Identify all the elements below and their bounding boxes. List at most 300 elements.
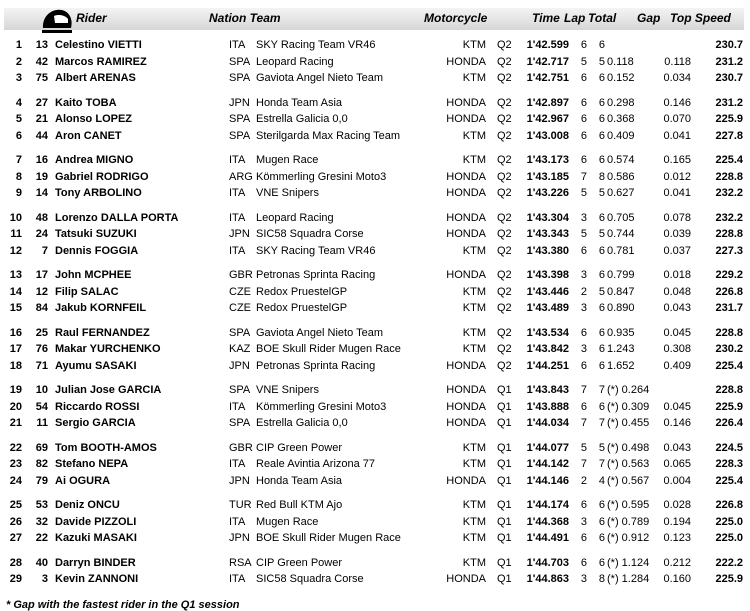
rider-last-name: RAMIREZ [96, 55, 147, 68]
cell-team: Mugen Race [256, 154, 319, 166]
cell-pos: 21 [9, 417, 22, 429]
cell-total: 6 [598, 39, 605, 51]
header-time: Time [532, 11, 560, 25]
cell-num: 3 [41, 573, 48, 585]
cell-speed: 225.0 [715, 515, 743, 528]
rider-first-name: Dennis [55, 244, 92, 257]
rider-first-name: Gabriel [55, 170, 93, 183]
cell-lap: 2 [580, 474, 587, 487]
table-row [0, 96, 750, 111]
rider-first-name: Julian Jose [55, 384, 115, 396]
cell-gap2: 0.308 [663, 343, 691, 355]
cell-pos: 4 [15, 96, 22, 109]
cell-speed: 229.2 [715, 269, 743, 281]
rider-name [55, 112, 132, 127]
cell-speed: 228.8 [715, 326, 743, 339]
cell-num: 25 [35, 326, 48, 339]
cell-lap: 7 [580, 170, 587, 183]
table-row [0, 498, 750, 513]
cell-gap2: 0.034 [663, 72, 691, 84]
header-top-speed: Top Speed [670, 11, 731, 25]
cell-pos: 12 [9, 244, 22, 257]
table-row [0, 38, 750, 53]
rider-last-name: DALLA PORTA [100, 211, 179, 224]
cell-team: Redox PruestelGP [256, 302, 348, 314]
cell-q: Q2 [497, 39, 512, 51]
cell-num: 14 [35, 187, 48, 199]
cell-lap: 5 [580, 55, 587, 68]
cell-time: 1'43.173 [526, 154, 569, 166]
rider-last-name: SUZUKI [95, 228, 137, 240]
rider-last-name: GARCIA [92, 417, 136, 429]
cell-lap: 7 [580, 384, 587, 396]
rider-first-name: Darryn [55, 556, 91, 569]
cell-team: CIP Green Power [256, 556, 343, 569]
cell-speed: 226.4 [715, 417, 743, 429]
cell-time: 1'43.489 [526, 302, 569, 314]
cell-total: 6 [598, 359, 605, 372]
table-row [0, 326, 750, 341]
header-band [4, 8, 744, 30]
cell-moto: HONDA [446, 400, 486, 413]
table-row [0, 572, 750, 587]
cell-gap1: 0.744 [607, 228, 635, 240]
rider-last-name: OGURA [69, 474, 111, 487]
cell-q: Q2 [497, 244, 512, 257]
table-row [0, 342, 750, 357]
rider-first-name: Ai [55, 474, 66, 487]
cell-time: 1'43.008 [526, 129, 569, 142]
cell-team: Gaviota Angel Nieto Team [256, 72, 383, 84]
cell-speed: 228.8 [715, 170, 743, 183]
cell-speed: 231.2 [715, 55, 743, 68]
cell-nat: SPA [229, 384, 251, 396]
cell-moto: HONDA [446, 211, 486, 224]
table-row [0, 359, 750, 374]
cell-lap: 6 [580, 96, 587, 109]
cell-lap: 6 [580, 72, 587, 84]
cell-time: 1'42.967 [526, 113, 569, 125]
rider-first-name: Jakub [55, 302, 87, 314]
cell-time: 1'44.077 [526, 441, 569, 454]
cell-pos: 22 [9, 441, 22, 454]
cell-num: 42 [35, 55, 48, 68]
cell-q: Q1 [497, 441, 512, 454]
cell-gap2: 0.037 [663, 244, 691, 257]
cell-team: Petronas Sprinta Racing [256, 269, 376, 281]
cell-nat: JPN [229, 228, 250, 240]
cell-speed: 226.8 [715, 499, 743, 511]
cell-lap: 5 [580, 187, 587, 199]
cell-total: 6 [598, 326, 605, 339]
cell-time: 1'43.304 [526, 211, 569, 224]
cell-nat: GBR [229, 441, 253, 454]
cell-speed: 228.8 [715, 228, 743, 240]
cell-gap2: 0.043 [663, 302, 691, 314]
cell-gap1: 0.627 [607, 187, 635, 199]
cell-team: Leopard Racing [256, 55, 334, 68]
rider-first-name: Ayumu [55, 359, 92, 372]
table-row [0, 227, 750, 242]
cell-nat: ITA [229, 515, 246, 528]
cell-pos: 13 [9, 269, 22, 281]
cell-speed: 231.2 [715, 96, 743, 109]
cell-speed: 232.2 [715, 211, 743, 224]
cell-total: 6 [598, 302, 605, 314]
cell-gap1: 0.935 [607, 326, 635, 339]
cell-gap1: 0.298 [607, 96, 635, 109]
cell-num: 11 [36, 417, 48, 429]
rider-name [55, 38, 142, 53]
rider-last-name: NEPA [98, 458, 129, 470]
cell-nat: CZE [229, 285, 251, 298]
rider-name [55, 498, 120, 513]
cell-team: Kömmerling Gresini Moto3 [256, 400, 387, 413]
cell-pos: 6 [15, 129, 22, 142]
cell-lap: 6 [580, 400, 587, 413]
rider-first-name: Davide [55, 515, 92, 528]
rider-first-name: Stefano [55, 458, 96, 470]
rider-first-name: Sergio [55, 417, 90, 429]
cell-team: VNE Snipers [256, 187, 319, 199]
cell-total: 7 [598, 417, 605, 429]
rider-last-name: ARENAS [89, 72, 136, 84]
cell-team: Honda Team Asia [256, 96, 343, 109]
rider-last-name: ROSSI [105, 400, 140, 413]
rider-name [55, 383, 161, 398]
cell-nat: RSA [229, 556, 252, 569]
rider-name [55, 186, 142, 201]
rider-name [55, 285, 119, 300]
rider-name [55, 416, 136, 431]
rider-first-name: Marcos [55, 55, 94, 68]
cell-nat: TUR [229, 499, 252, 511]
cell-moto: KTM [462, 532, 486, 544]
cell-q: Q1 [497, 384, 512, 396]
cell-q: Q2 [497, 154, 512, 166]
table-row [0, 186, 750, 201]
cell-num: 48 [35, 211, 48, 224]
cell-pos: 14 [9, 285, 22, 298]
cell-total: 6 [598, 96, 605, 109]
cell-gap1: 0.847 [607, 285, 635, 298]
cell-speed: 227.3 [715, 244, 743, 257]
rider-name [55, 71, 136, 86]
rider-name [55, 301, 146, 316]
cell-total: 5 [598, 441, 605, 454]
cell-speed: 227.8 [715, 129, 743, 142]
cell-team: BOE Skull Rider Mugen Race [256, 343, 401, 355]
table-row [0, 211, 750, 226]
cell-q: Q2 [497, 129, 512, 142]
cell-team: Estrella Galicia 0,0 [256, 417, 348, 429]
cell-gap2: 0.078 [663, 211, 691, 224]
cell-pos: 18 [9, 359, 22, 372]
rider-name [55, 515, 136, 530]
rider-last-name: BOOTH-AMOS [80, 441, 157, 454]
table-row [0, 441, 750, 456]
cell-num: 13 [35, 39, 48, 51]
cell-nat: KAZ [229, 343, 251, 355]
rider-first-name: Tatsuki [55, 228, 93, 240]
rider-name [55, 457, 128, 472]
cell-lap: 6 [580, 556, 587, 569]
cell-lap: 5 [580, 441, 587, 454]
cell-lap: 3 [580, 269, 587, 281]
cell-gap2: 0.043 [663, 441, 691, 454]
cell-speed: 225.4 [715, 154, 743, 166]
cell-lap: 3 [580, 211, 587, 224]
cell-speed: 226.8 [715, 285, 743, 298]
cell-num: 76 [35, 343, 48, 355]
cell-q: Q1 [497, 515, 512, 528]
cell-nat: SPA [229, 72, 251, 84]
cell-num: 17 [35, 269, 48, 281]
cell-q: Q2 [497, 359, 512, 372]
cell-nat: ITA [229, 39, 246, 51]
cell-time: 1'43.446 [526, 285, 569, 298]
cell-num: 7 [41, 244, 48, 257]
rider-first-name: Celestino [55, 39, 105, 51]
table-row [0, 301, 750, 316]
cell-pos: 8 [15, 170, 22, 183]
cell-gap2: 0.118 [664, 55, 691, 68]
cell-time: 1'43.534 [526, 326, 569, 339]
cell-gap1: (*) 1.284 [607, 573, 650, 585]
cell-team: Estrella Galicia 0,0 [256, 113, 348, 125]
cell-total: 6 [598, 154, 605, 166]
cell-total: 4 [598, 474, 605, 487]
cell-gap2: 0.409 [663, 359, 691, 372]
rider-name [55, 96, 117, 111]
cell-pos: 27 [9, 532, 22, 544]
cell-lap: 6 [580, 359, 587, 372]
cell-gap2: 0.018 [663, 269, 691, 281]
rider-last-name: MASAKI [93, 532, 137, 544]
cell-nat: ITA [229, 458, 246, 470]
table-row [0, 383, 750, 398]
rider-last-name: ZANNONI [88, 573, 139, 585]
cell-total: 6 [598, 343, 605, 355]
cell-lap: 3 [580, 515, 587, 528]
cell-gap1: (*) 0.595 [607, 499, 650, 511]
table-row [0, 285, 750, 300]
cell-gap2: 0.048 [663, 285, 691, 298]
rider-first-name: Andrea [55, 154, 93, 166]
cell-pos: 10 [9, 211, 22, 224]
cell-moto: HONDA [446, 113, 486, 125]
cell-team: Gaviota Angel Nieto Team [256, 326, 383, 339]
table-row [0, 112, 750, 127]
rider-name [55, 55, 147, 70]
table-row [0, 129, 750, 144]
cell-speed: 225.9 [715, 113, 743, 125]
cell-moto: KTM [462, 556, 486, 569]
cell-time: 1'43.343 [526, 228, 569, 240]
cell-team: Leopard Racing [256, 211, 334, 224]
cell-nat: SPA [229, 113, 251, 125]
cell-time: 1'42.599 [526, 39, 569, 51]
cell-moto: HONDA [446, 269, 486, 281]
cell-nat: JPN [229, 474, 250, 487]
rider-last-name: MIGNO [95, 154, 134, 166]
rider-name [55, 268, 131, 283]
cell-gap2: 0.039 [663, 228, 691, 240]
cell-moto: HONDA [446, 170, 486, 183]
cell-nat: ARG [229, 170, 253, 183]
cell-num: 53 [35, 499, 48, 511]
rider-first-name: Kaito [55, 96, 83, 109]
header-lap: Lap [564, 11, 586, 25]
cell-lap: 6 [580, 326, 587, 339]
rider-name [55, 400, 139, 415]
rider-name [55, 244, 138, 259]
cell-speed: 231.7 [715, 302, 743, 314]
cell-total: 6 [598, 400, 605, 413]
table-row [0, 244, 750, 259]
cell-nat: JPN [229, 532, 250, 544]
cell-moto: KTM [462, 302, 486, 314]
cell-lap: 6 [580, 532, 587, 544]
cell-num: 71 [35, 359, 48, 372]
cell-time: 1'43.185 [526, 170, 569, 183]
rider-last-name: TOBA [85, 96, 117, 109]
cell-lap: 6 [580, 39, 587, 51]
rider-first-name: Tony [55, 187, 81, 199]
cell-pos: 20 [9, 400, 22, 413]
cell-moto: KTM [462, 441, 486, 454]
cell-team: Petronas Sprinta Racing [256, 359, 376, 372]
cell-lap: 6 [580, 129, 587, 142]
cell-q: Q2 [497, 343, 512, 355]
table-row [0, 556, 750, 571]
cell-time: 1'44.368 [526, 515, 569, 528]
cell-speed: 225.9 [715, 573, 743, 585]
cell-time: 1'44.863 [526, 573, 569, 585]
cell-gap2: 0.194 [663, 515, 691, 528]
rider-last-name: CANET [83, 129, 122, 142]
cell-total: 6 [598, 72, 605, 84]
cell-total: 8 [598, 170, 605, 183]
cell-moto: KTM [462, 499, 486, 511]
cell-q: Q2 [497, 55, 512, 68]
cell-time: 1'43.398 [526, 269, 569, 281]
rider-last-name: RODRIGO [95, 170, 149, 183]
cell-speed: 224.5 [715, 441, 743, 454]
cell-num: 79 [35, 474, 48, 487]
cell-team: SIC58 Squadra Corse [256, 573, 364, 585]
cell-total: 6 [598, 129, 605, 142]
cell-speed: 230.7 [715, 39, 743, 51]
cell-total: 5 [598, 228, 605, 240]
cell-num: 75 [35, 72, 48, 84]
header-gap: Gap [637, 11, 661, 25]
cell-gap2: 0.146 [663, 96, 691, 109]
motorcycle-helmet-logo-icon [40, 6, 74, 36]
cell-team: Honda Team Asia [256, 474, 343, 487]
rider-name [55, 170, 149, 185]
cell-num: 19 [35, 170, 48, 183]
cell-gap1: 0.118 [607, 55, 634, 68]
cell-total: 6 [598, 556, 605, 569]
cell-time: 1'42.897 [526, 96, 569, 109]
cell-speed: 225.4 [715, 474, 743, 487]
cell-time: 1'44.703 [526, 556, 569, 569]
cell-pos: 5 [15, 113, 22, 125]
cell-team: CIP Green Power [256, 441, 343, 454]
cell-gap1: 0.781 [607, 244, 635, 257]
rider-last-name: LOPEZ [95, 113, 133, 125]
cell-nat: ITA [229, 244, 246, 257]
cell-nat: CZE [229, 302, 251, 314]
cell-total: 6 [598, 269, 605, 281]
cell-team: Redox PruestelGP [256, 285, 348, 298]
table-row [0, 55, 750, 70]
rider-name [55, 474, 110, 489]
cell-gap2: 0.070 [663, 113, 691, 125]
footnote: * Gap with the fastest rider in the Q1 session [6, 599, 240, 611]
cell-nat: ITA [229, 154, 246, 166]
cell-time: 1'44.491 [526, 532, 569, 544]
cell-num: 54 [35, 400, 48, 413]
cell-q: Q2 [497, 269, 512, 281]
cell-gap2: 0.045 [663, 326, 691, 339]
cell-moto: HONDA [446, 384, 486, 396]
cell-nat: SPA [229, 326, 251, 339]
cell-pos: 9 [15, 187, 22, 199]
cell-moto: KTM [462, 244, 486, 257]
cell-nat: ITA [229, 573, 246, 585]
header-nation-team: Nation Team [209, 11, 281, 25]
cell-team: VNE Snipers [256, 384, 319, 396]
cell-gap1: 1.243 [607, 343, 635, 355]
cell-num: 10 [35, 384, 48, 396]
cell-pos: 23 [9, 458, 22, 470]
cell-q: Q1 [497, 532, 512, 544]
cell-pos: 17 [9, 343, 22, 355]
cell-num: 22 [35, 532, 48, 544]
cell-pos: 16 [9, 326, 22, 339]
table-row [0, 531, 750, 546]
rider-first-name: Albert [55, 72, 87, 84]
cell-gap1: (*) 0.789 [607, 515, 650, 528]
rider-last-name: PIZZOLI [94, 515, 137, 528]
cell-total: 5 [598, 55, 605, 68]
cell-gap2: 0.004 [663, 474, 691, 487]
rider-last-name: SASAKI [94, 359, 137, 372]
cell-moto: HONDA [446, 573, 486, 585]
cell-q: Q2 [497, 170, 512, 183]
cell-lap: 3 [580, 573, 587, 585]
cell-pos: 7 [15, 154, 22, 166]
cell-q: Q2 [497, 326, 512, 339]
cell-pos: 2 [15, 55, 22, 68]
cell-lap: 6 [580, 244, 587, 257]
cell-lap: 6 [580, 154, 587, 166]
cell-gap1: (*) 0.455 [607, 417, 650, 429]
cell-moto: KTM [462, 129, 486, 142]
cell-num: 27 [35, 96, 48, 109]
cell-moto: HONDA [446, 359, 486, 372]
cell-total: 6 [598, 211, 605, 224]
cell-speed: 230.2 [715, 343, 743, 355]
rider-first-name: Lorenzo [55, 211, 98, 224]
cell-gap1: 0.152 [607, 72, 635, 84]
cell-pos: 11 [10, 228, 22, 240]
cell-pos: 26 [9, 515, 22, 528]
cell-time: 1'44.142 [526, 458, 569, 470]
rider-first-name: Aron [55, 129, 81, 142]
